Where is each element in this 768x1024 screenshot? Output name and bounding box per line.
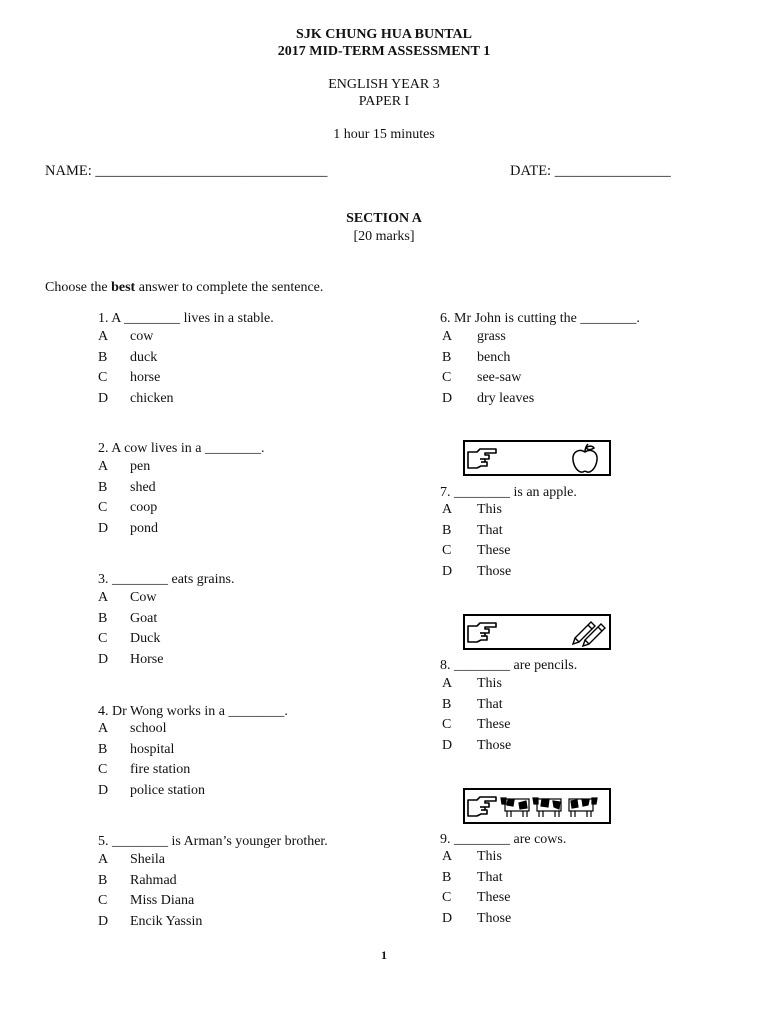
option-a[interactable]: A This <box>442 849 502 864</box>
question-number: 2. <box>98 441 109 456</box>
paper-title: PAPER I <box>358 94 410 109</box>
question-number: 8. <box>440 658 451 673</box>
question-5-options <box>98 850 202 932</box>
question-number: 6. <box>440 311 451 326</box>
instruction-after: answer to complete the sentence. <box>135 280 324 295</box>
instruction-emphasis: best <box>111 280 136 295</box>
instruction <box>45 280 323 296</box>
name-field: NAME: ________________________________ <box>45 163 328 179</box>
question-number: 5. <box>98 834 109 849</box>
assessment-title: 2017 MID-TERM ASSESSMENT 1 <box>277 44 491 59</box>
pointing-hand-icon <box>468 797 496 816</box>
option-b[interactable]: B hospital <box>98 741 175 757</box>
option-d[interactable]: D pond <box>98 520 158 536</box>
option-d[interactable]: D police station <box>98 782 206 798</box>
question-stem: ________ eats grains. <box>112 572 235 587</box>
option-d[interactable]: D Encik Yassin <box>98 913 203 929</box>
apple-icon <box>573 444 597 472</box>
option-c[interactable]: C see-saw <box>442 370 522 385</box>
pointing-hand-icon <box>468 623 496 642</box>
question-9-options <box>442 847 511 929</box>
question-4-options <box>98 719 205 801</box>
option-b[interactable]: B duck <box>98 349 158 365</box>
option-b[interactable]: B shed <box>98 479 156 495</box>
instruction-before: Choose the <box>45 280 112 295</box>
option-a[interactable]: A This <box>442 502 502 517</box>
option-d[interactable]: D Those <box>442 910 512 926</box>
option-c[interactable]: C Miss Diana <box>98 893 195 908</box>
question-number: 3. <box>98 572 109 587</box>
cow-icon <box>501 798 529 817</box>
cow-icon <box>533 798 561 817</box>
pencils-icon <box>573 622 605 646</box>
option-a[interactable]: A school <box>98 721 167 736</box>
option-b[interactable]: B That <box>442 522 503 538</box>
option-a[interactable]: A Sheila <box>98 852 165 867</box>
option-b[interactable]: B Goat <box>98 610 158 626</box>
option-d[interactable]: D Those <box>442 737 512 753</box>
option-b[interactable]: B bench <box>442 349 511 365</box>
option-c[interactable]: C Duck <box>98 631 161 646</box>
option-c[interactable]: C These <box>442 543 511 558</box>
option-d[interactable]: D Horse <box>98 651 164 667</box>
option-a[interactable]: A This <box>442 676 502 691</box>
pointing-hand-icon <box>468 449 496 468</box>
question-3-options <box>98 588 163 670</box>
question-stem: A cow lives in a ________. <box>111 441 265 456</box>
option-b[interactable]: B Rahmad <box>98 872 177 888</box>
question-stem: ________ are pencils. <box>454 658 578 673</box>
cow-icon <box>569 798 597 817</box>
question-number: 4. <box>98 704 109 719</box>
question-number: 1. <box>98 311 109 326</box>
question-stem: ________ is Arman’s younger brother. <box>112 834 328 849</box>
question-2-options <box>98 457 158 539</box>
question-stem: ________ are cows. <box>454 832 567 847</box>
question-stem: A ________ lives in a stable. <box>111 311 274 326</box>
question-stem: Dr Wong works in a ________. <box>112 704 288 719</box>
pencils-picture-box <box>463 614 611 650</box>
question-number: 9. <box>440 832 451 847</box>
page-number: 1 <box>381 948 387 962</box>
question-stem: Mr John is cutting the ________. <box>454 311 640 326</box>
option-a[interactable]: A Cow <box>98 590 157 605</box>
question-1-options <box>98 327 174 409</box>
school-name: SJK CHUNG HUA BUNTAL <box>296 27 472 42</box>
apple-picture-box <box>463 440 611 476</box>
section-title: SECTION A <box>346 211 422 226</box>
option-b[interactable]: B That <box>442 869 503 885</box>
option-a[interactable]: A cow <box>98 329 154 344</box>
date-field: DATE: ________________ <box>510 163 671 179</box>
option-d[interactable]: D chicken <box>98 390 174 406</box>
option-d[interactable]: D Those <box>442 563 512 579</box>
question-8-options <box>442 674 511 756</box>
option-a[interactable]: A grass <box>442 329 506 344</box>
question-7-options <box>442 500 511 582</box>
question-number: 7. <box>440 485 451 500</box>
duration-text: 1 hour 15 minutes <box>333 127 435 142</box>
section-marks: [20 marks] <box>353 229 415 244</box>
option-c[interactable]: C fire station <box>98 762 191 777</box>
question-stem: ________ is an apple. <box>454 485 577 500</box>
option-c[interactable]: C These <box>442 717 511 732</box>
option-c[interactable]: C coop <box>98 500 158 515</box>
option-d[interactable]: D dry leaves <box>442 390 535 406</box>
option-b[interactable]: B That <box>442 696 503 712</box>
subject-title: ENGLISH YEAR 3 <box>328 77 440 92</box>
option-c[interactable]: C horse <box>98 370 161 385</box>
option-c[interactable]: C These <box>442 890 511 905</box>
option-a[interactable]: A pen <box>98 459 151 474</box>
question-6-options <box>442 327 534 409</box>
cows-picture-box <box>463 788 611 824</box>
